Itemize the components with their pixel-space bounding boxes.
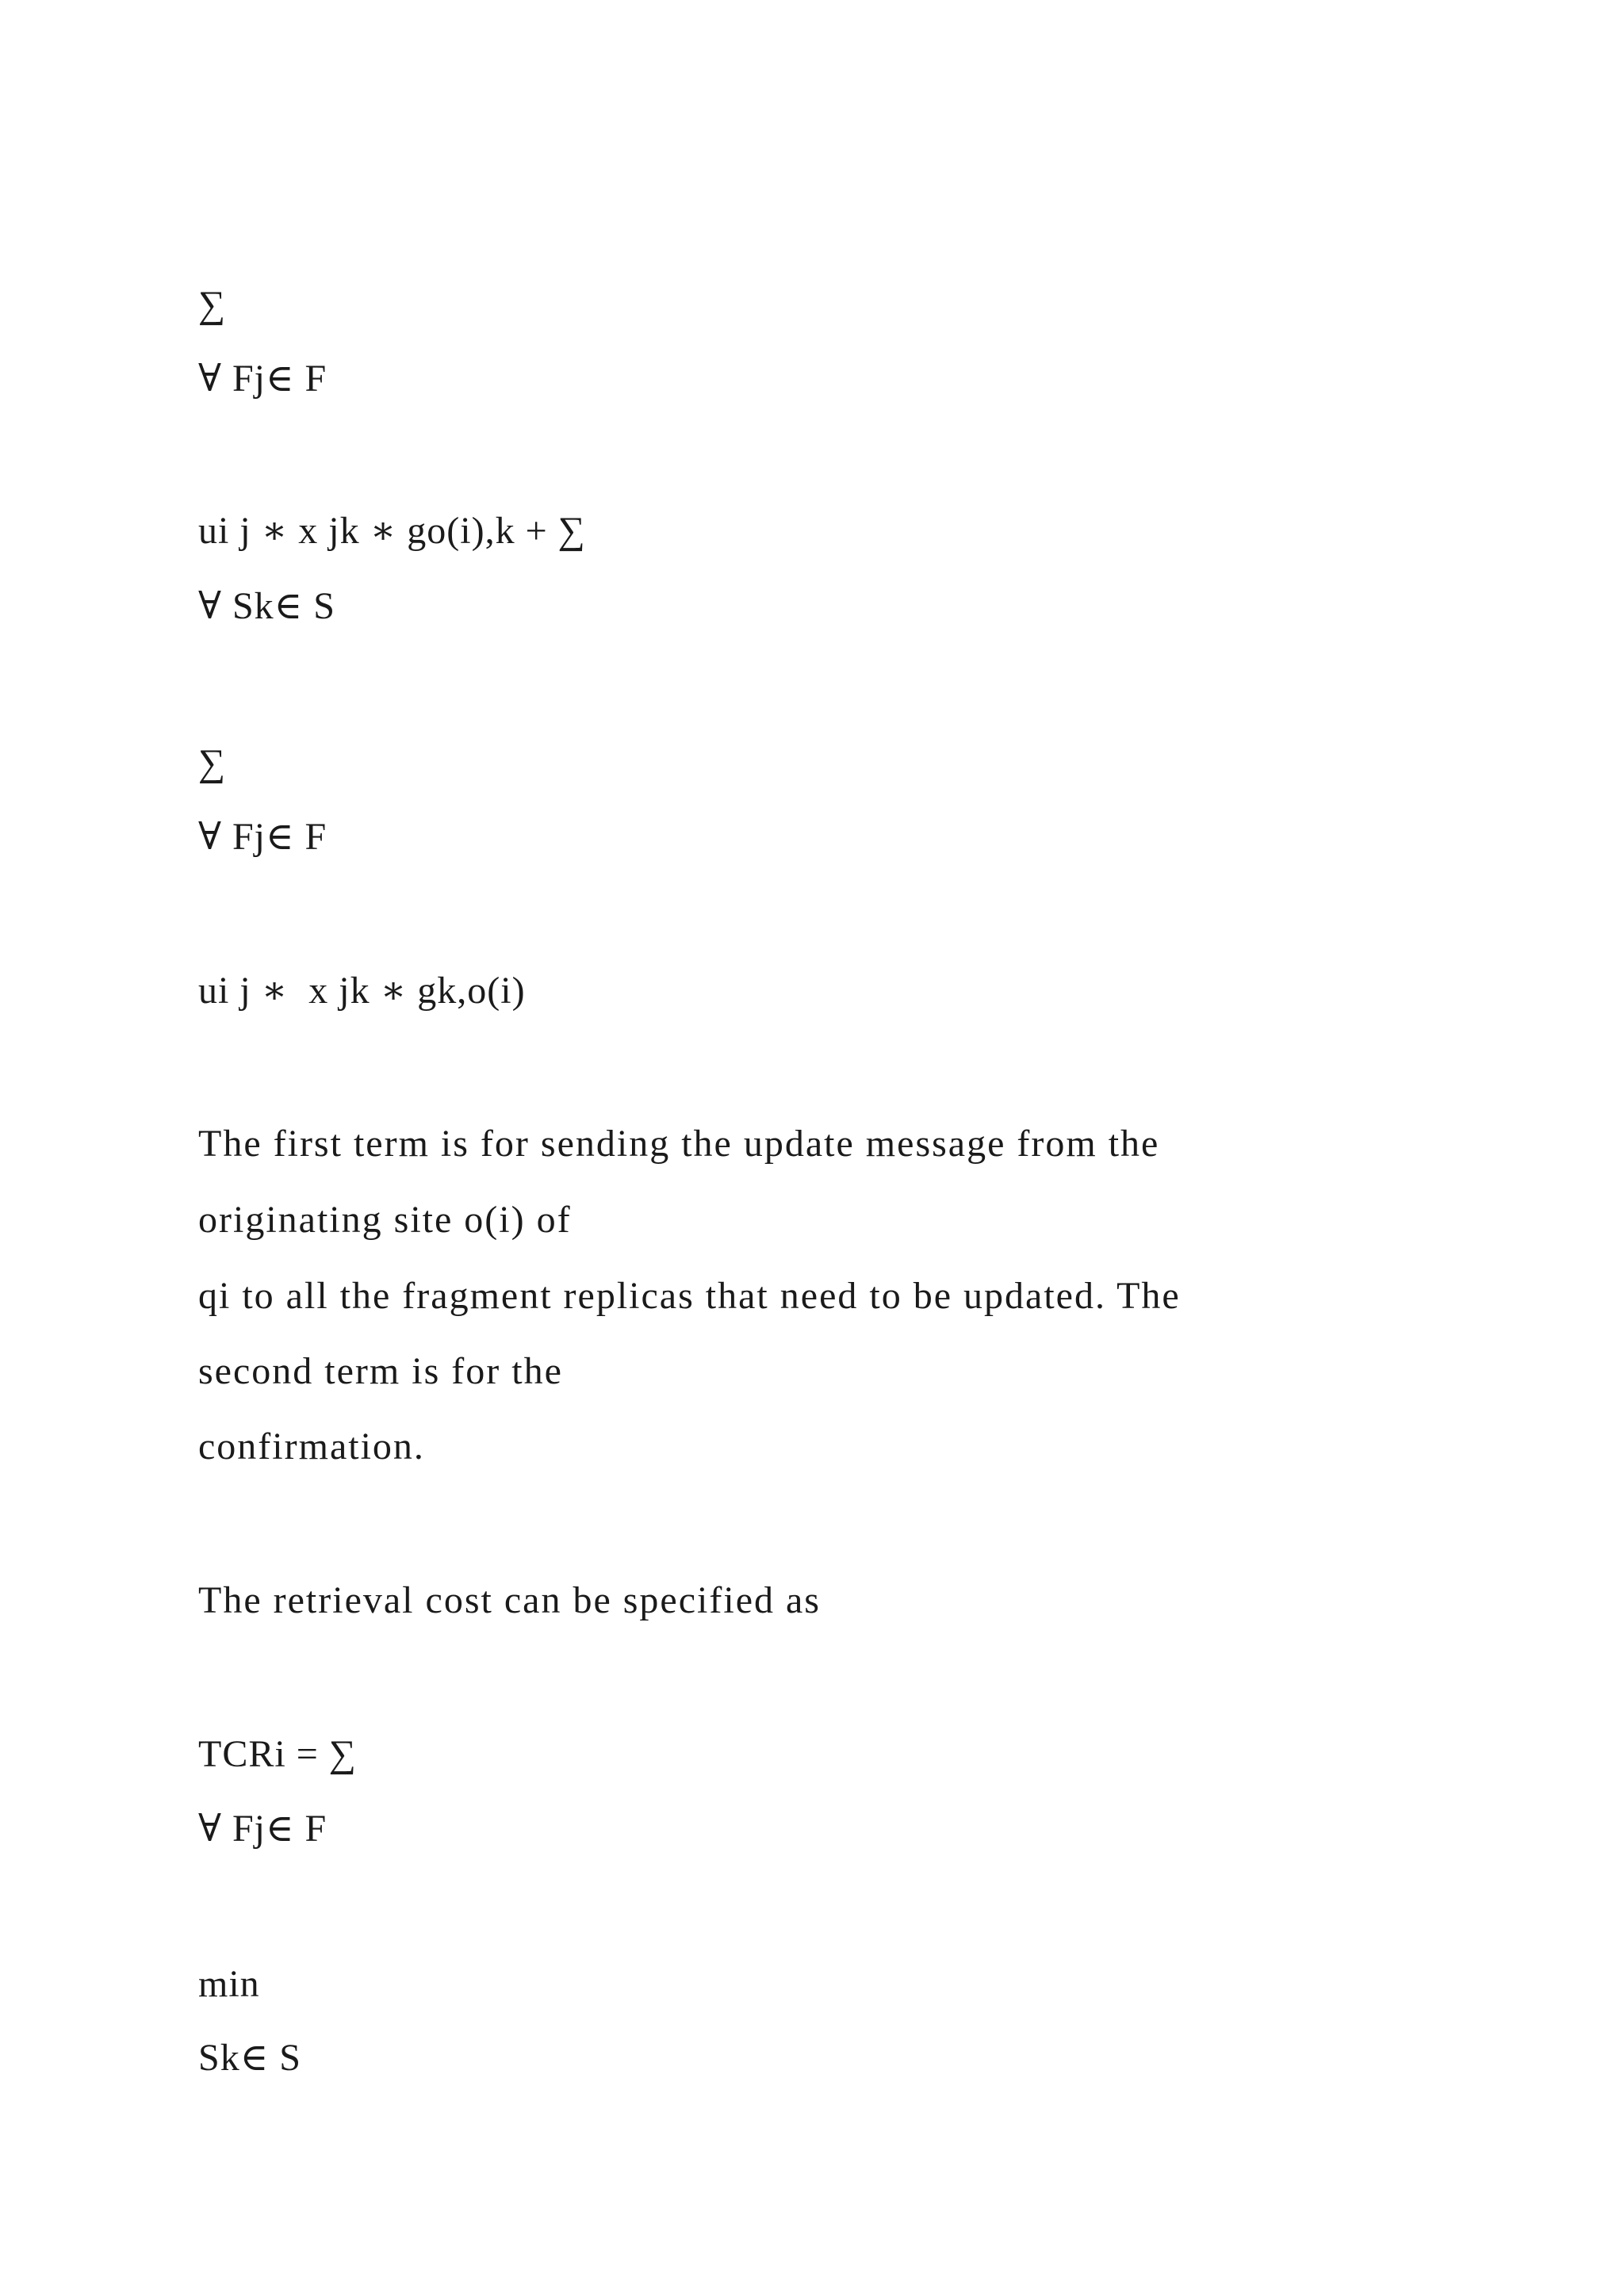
paragraph-line-2: originating site o(i) of: [198, 1199, 572, 1241]
update-expression-1: ui j ∗ x jk ∗ go(i),k + ∑: [198, 510, 586, 552]
sum-symbol-2: ∑: [198, 742, 227, 784]
paragraph-line-5: confirmation.: [198, 1425, 425, 1468]
min-subscript: Sk∈ S: [198, 2037, 301, 2079]
retrieval-cost-formula: TCRi = ∑: [198, 1733, 357, 1775]
paragraph-line-3: qi to all the fragment replicas that need to be updated. The: [198, 1275, 1181, 1317]
sum-subscript-3: ∀ Fj∈ F: [198, 816, 327, 858]
paragraph-line-4: second term is for the: [198, 1350, 563, 1392]
retrieval-cost-intro: The retrieval cost can be specified as: [198, 1579, 821, 1621]
min-operator: min: [198, 1963, 260, 2005]
paragraph-line-1: The first term is for sending the update message from the: [198, 1123, 1160, 1165]
sum-subscript-4: ∀ Fj∈ F: [198, 1808, 327, 1850]
update-expression-2: ui j ∗ x jk ∗ gk,o(i): [198, 970, 526, 1012]
sum-symbol-1: ∑: [198, 284, 227, 326]
sum-subscript-1: ∀ Fj∈ F: [198, 358, 327, 400]
sum-subscript-2: ∀ Sk∈ S: [198, 585, 335, 627]
